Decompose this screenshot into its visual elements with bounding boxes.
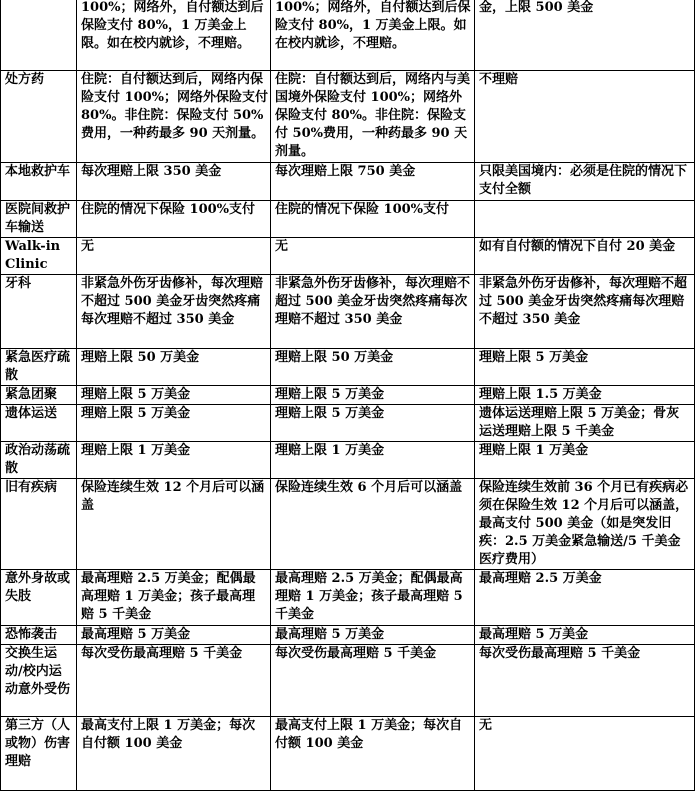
plan-3-cell: 不理赔 bbox=[475, 71, 695, 163]
table-row bbox=[1, 645, 695, 717]
row-label: 医院间救护车输送 bbox=[1, 201, 77, 238]
plan-3-cell: 金，上限 500 美金 bbox=[475, 0, 695, 71]
plan-1-cell: 非紧急外伤牙齿修补，每次理赔不超过 500 美金牙齿突然疼痛每次理赔不超过 350 美金 bbox=[77, 275, 271, 349]
row-label: 本地救护车 bbox=[1, 163, 77, 201]
plan-3-cell: 最高理赔 5 万美金 bbox=[475, 626, 695, 645]
plan-2-cell: 无 bbox=[271, 238, 475, 275]
table-row bbox=[1, 479, 695, 570]
plan-2-cell: 保险连续生效 6 个月后可以涵盖 bbox=[271, 479, 475, 570]
plan-1-cell: 无 bbox=[77, 238, 271, 275]
table-row bbox=[1, 626, 695, 645]
plan-1-cell: 每次受伤最高理赔 5 千美金 bbox=[77, 645, 271, 717]
table-row bbox=[1, 275, 695, 349]
plan-2-cell: 理赔上限 5 万美金 bbox=[271, 386, 475, 405]
table-row bbox=[1, 71, 695, 163]
plan-3-cell: 理赔上限 1.5 万美金 bbox=[475, 386, 695, 405]
plan-1-cell: 住院：自付额达到后，网络内保险支付 100%；网络外保险支付 80%。非住院：保险支付 50%费用，一种药最多 90 天剂量。 bbox=[77, 71, 271, 163]
plan-2-cell: 100%；网络外，自付额达到后保险支付 80%，1 万美金上限。如在校内就诊，不理赔。 bbox=[271, 0, 475, 71]
plan-3-cell: 只限美国境内：必须是住院的情况下支付全额 bbox=[475, 163, 695, 201]
plan-1-cell: 最高支付上限 1 万美金；每次自付额 100 美金 bbox=[77, 717, 271, 791]
row-label bbox=[1, 0, 77, 71]
plan-2-cell: 住院：自付额达到后，网络内与美国境外保险支付 100%；网络外保险支付 80%。非住院：保险支付 50%费用，一种药最多 90 天剂量。 bbox=[271, 71, 475, 163]
table-row bbox=[1, 238, 695, 275]
plan-1-cell: 保险连续生效 12 个月后可以涵盖 bbox=[77, 479, 271, 570]
plan-2-cell: 每次理赔上限 750 美金 bbox=[271, 163, 475, 201]
plan-1-cell: 理赔上限 50 万美金 bbox=[77, 349, 271, 386]
row-label: 交换生运动/校内运动意外受伤 bbox=[1, 645, 77, 717]
plan-2-cell: 每次受伤最高理赔 5 千美金 bbox=[271, 645, 475, 717]
plan-3-cell: 无 bbox=[475, 717, 695, 791]
table-row bbox=[1, 349, 695, 386]
plan-2-cell: 住院的情况下保险 100%支付 bbox=[271, 201, 475, 238]
row-label: 恐怖袭击 bbox=[1, 626, 77, 645]
plan-2-cell: 最高支付上限 1 万美金；每次自付额 100 美金 bbox=[271, 717, 475, 791]
table-row bbox=[1, 386, 695, 405]
row-label: 紧急医疗疏散 bbox=[1, 349, 77, 386]
row-label: 意外身故或失肢 bbox=[1, 570, 77, 626]
table-row bbox=[1, 717, 695, 791]
plan-1-cell: 理赔上限 1 万美金 bbox=[77, 442, 271, 479]
plan-1-cell: 每次理赔上限 350 美金 bbox=[77, 163, 271, 201]
plan-3-cell: 最高理赔 2.5 万美金 bbox=[475, 570, 695, 626]
plan-1-cell: 最高理赔 5 万美金 bbox=[77, 626, 271, 645]
plan-1-cell: 住院的情况下保险 100%支付 bbox=[77, 201, 271, 238]
table-row bbox=[1, 442, 695, 479]
plan-3-cell: 每次受伤最高理赔 5 千美金 bbox=[475, 645, 695, 717]
row-label: 紧急团聚 bbox=[1, 386, 77, 405]
plan-2-cell: 理赔上限 50 万美金 bbox=[271, 349, 475, 386]
table-row bbox=[1, 201, 695, 238]
plan-3-cell: 保险连续生效前 36 个月已有疾病必须在保险生效 12 个月后可以涵盖，最高支付 500 美金（如是突发旧疾：2.5 万美金紧急输送/5 千美金医疗费用） bbox=[475, 479, 695, 570]
row-label: Walk-in Clinic bbox=[1, 238, 77, 275]
row-label: 旧有疾病 bbox=[1, 479, 77, 570]
plan-1-cell: 理赔上限 5 万美金 bbox=[77, 405, 271, 442]
table-row bbox=[1, 570, 695, 626]
row-label: 牙科 bbox=[1, 275, 77, 349]
plan-2-cell: 理赔上限 5 万美金 bbox=[271, 405, 475, 442]
plan-2-cell: 理赔上限 1 万美金 bbox=[271, 442, 475, 479]
plan-3-cell: 非紧急外伤牙齿修补，每次理赔不超过 500 美金牙齿突然疼痛每次理赔不超过 350 美金 bbox=[475, 275, 695, 349]
plan-2-cell: 最高理赔 2.5 万美金；配偶最高理赔 1 万美金；孩子最高理赔 5 千美金 bbox=[271, 570, 475, 626]
table-row bbox=[1, 0, 695, 71]
plan-3-cell bbox=[475, 201, 695, 238]
plan-1-cell: 100%；网络外，自付额达到后保险支付 80%，1 万美金上限。如在校内就诊，不理赔。 bbox=[77, 0, 271, 71]
plan-2-cell: 最高理赔 5 万美金 bbox=[271, 626, 475, 645]
row-label: 遗体运送 bbox=[1, 405, 77, 442]
plan-3-cell: 遗体运送理赔上限 5 万美金；骨灰运送理赔上限 5 千美金 bbox=[475, 405, 695, 442]
row-label: 政治动荡疏散 bbox=[1, 442, 77, 479]
table-row bbox=[1, 163, 695, 201]
plan-3-cell: 如有自付额的情况下自付 20 美金 bbox=[475, 238, 695, 275]
row-label: 处方药 bbox=[1, 71, 77, 163]
plan-1-cell: 理赔上限 5 万美金 bbox=[77, 386, 271, 405]
plan-1-cell: 最高理赔 2.5 万美金；配偶最高理赔 1 万美金；孩子最高理赔 5 千美金 bbox=[77, 570, 271, 626]
row-label: 第三方（人或物）伤害理赔 bbox=[1, 717, 77, 791]
plan-3-cell: 理赔上限 1 万美金 bbox=[475, 442, 695, 479]
plan-3-cell: 理赔上限 5 万美金 bbox=[475, 349, 695, 386]
table-row bbox=[1, 405, 695, 442]
plan-2-cell: 非紧急外伤牙齿修补，每次理赔不超过 500 美金牙齿突然疼痛每次理赔不超过 350 美金 bbox=[271, 275, 475, 349]
